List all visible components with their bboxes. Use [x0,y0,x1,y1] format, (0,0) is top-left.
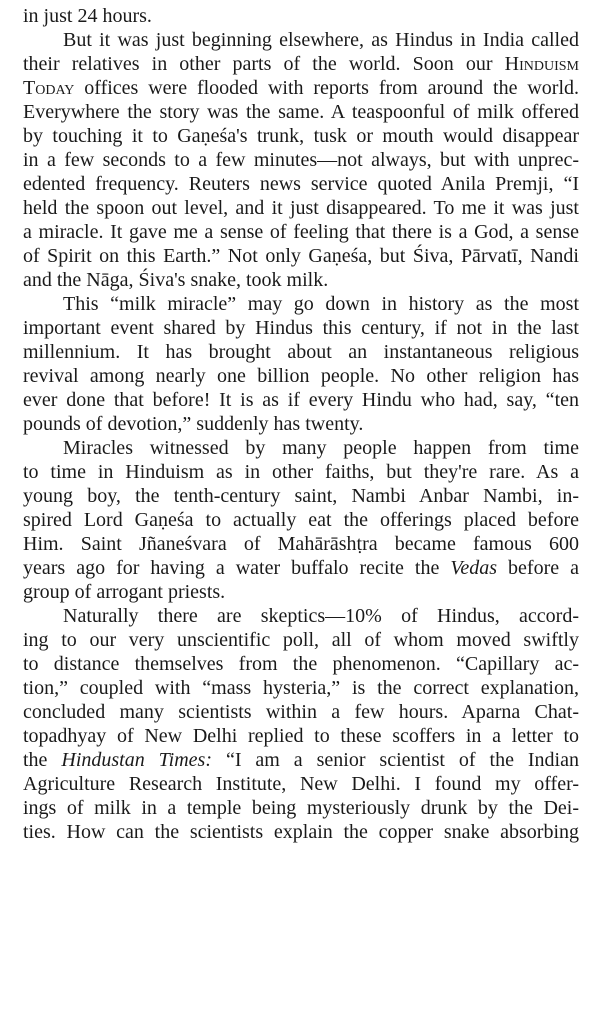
text-segment: millennium. It has brought about an instantaneous religious [23,341,579,363]
text-segment: ings of milk in a temple being mysteriously drunk by the Dei- [23,797,579,819]
text-line [23,604,579,628]
text-segment: Everywhere the story was the same. A teaspoonful of milk offered [23,101,579,123]
text-segment: pounds of devotion,” suddenly has twenty. [23,413,364,435]
italic-text: Vedas [450,557,498,579]
text-line [23,196,579,220]
text-line [23,724,579,748]
text-line [23,220,579,244]
text-segment: by touching it to Gaṇeśa's trunk, tusk or mouth would disappear [23,125,579,147]
text-segment: concluded many scientists within a few hours. Aparna Chat- [23,701,579,723]
text-line [23,52,579,76]
text-segment: before a [497,557,580,579]
text-segment: offices were flooded with reports from around the world. [74,77,579,99]
text-line [23,28,579,52]
text-line [23,508,579,532]
text-line [23,748,579,772]
text-segment: years ago for having a water buffalo recite the [23,557,451,579]
small-caps-text: Hinduism [504,53,579,75]
text-line [23,340,579,364]
text-line [23,316,579,340]
text-line [23,412,579,436]
text-segment: young boy, the tenth-century saint, Nambi Anbar Nambi, in- [23,485,579,507]
text-segment: of Spirit on this Earth.” Not only Gaṇeśa, but Śiva, Pārvatī, Nandi [23,245,579,267]
text-segment: ever done that before! It is as if every Hindu who had, say, “ten [23,389,579,411]
text-line [23,580,579,604]
text-segment: This “milk miracle” may go down in history as the most [63,293,579,315]
small-caps-text: Today [23,77,75,99]
text-line [23,148,579,172]
text-line [23,820,579,844]
text-segment: to time in Hinduism as in other faiths, but they're rare. As a [23,461,579,483]
text-line [23,484,579,508]
text-line [23,652,579,676]
text-line [23,76,579,100]
text-segment: Him. Saint Jñaneśvara of Mahārāshṭra became famous 600 [23,533,579,555]
text-segment: a miracle. It gave me a sense of feeling that there is a God, a sense [23,221,579,243]
text-line [23,292,579,316]
text-line [23,676,579,700]
text-segment: the [23,749,62,771]
text-line [23,4,579,28]
text-line [23,268,579,292]
text-line [23,244,579,268]
text-line [23,628,579,652]
text-segment: “I am a senior scientist of the Indian [212,749,579,771]
text-line [23,436,579,460]
book-page-text [23,4,579,844]
text-line [23,388,579,412]
text-segment: to distance themselves from the phenomenon. “Capillary ac- [23,653,579,675]
text-segment: in just 24 hours. [23,5,152,27]
text-segment: Agriculture Research Institute, New Delhi. I found my offer- [23,773,579,795]
text-line [23,124,579,148]
text-segment: Miracles witnessed by many people happen from time [63,437,579,459]
text-line [23,460,579,484]
text-segment: spired Lord Gaṇeśa to actually eat the offerings placed before [23,509,579,531]
text-line [23,172,579,196]
text-segment: revival among nearly one billion people. No other religion has [23,365,579,387]
text-line [23,532,579,556]
text-segment: ties. How can the scientists explain the copper snake absorbing [23,821,579,843]
text-line [23,364,579,388]
text-segment: group of arrogant priests. [23,581,226,603]
text-segment: held the spoon out level, and it just disappeared. To me it was just [23,197,579,219]
italic-text: Hindustan Times: [61,749,212,771]
text-segment: important event shared by Hindus this century, if not in the last [23,317,579,339]
text-line [23,556,579,580]
text-segment: ing to our very unscientific poll, all of whom moved swiftly [23,629,579,651]
text-line [23,796,579,820]
text-segment: topadhyay of New Delhi replied to these scoffers in a letter to [23,725,579,747]
text-segment: in a few seconds to a few minutes—not always, but with unprec- [23,149,579,171]
text-segment: tion,” coupled with “mass hysteria,” is the correct explanation, [23,677,579,699]
text-line [23,100,579,124]
text-segment: and the Nāga, Śiva's snake, took milk. [23,269,329,291]
text-segment: their relatives in other parts of the world. Soon our [23,53,505,75]
text-segment: Naturally there are skeptics—10% of Hindus, accord- [63,605,579,627]
text-segment: But it was just beginning elsewhere, as Hindus in India called [63,29,579,51]
text-segment: edented frequency. Reuters news service quoted Anila Premji, “I [23,173,579,195]
text-line [23,772,579,796]
text-line [23,700,579,724]
